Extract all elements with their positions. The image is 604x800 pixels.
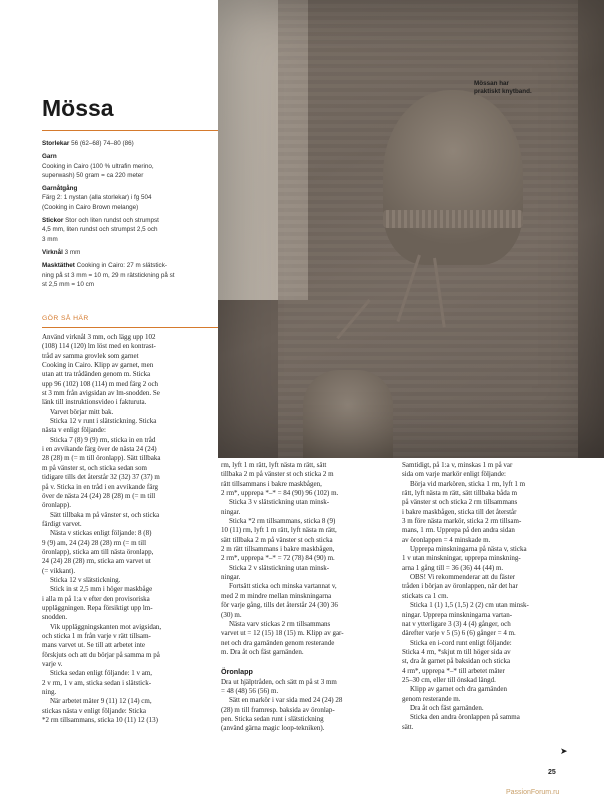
- page-title: Mössa: [42, 95, 114, 121]
- text-line: därefter varje v 5 (5) 6 (6) gånger = 4 m.: [402, 629, 516, 638]
- text-line: 2 rm*, upprepa *–* = 72 (78) 84 (90) m.: [221, 554, 335, 563]
- text-line: Nästa v stickas enligt följande: 8 (8): [50, 529, 152, 538]
- text-line: stickas nästa v enligt följande: Sticka: [42, 706, 147, 715]
- section-divider: [42, 327, 218, 328]
- text-line: stickats ca 1 cm.: [402, 591, 449, 600]
- text-line: = 48 (48) 56 (56) m.: [221, 686, 279, 695]
- page-number: 25: [548, 769, 556, 776]
- text-line: Sticka 12 v slätstickning.: [50, 575, 121, 584]
- text-line: arna 1 gång till = 36 (36) 44 (44) m.: [402, 563, 504, 572]
- text-line: sida om varje markör enligt följande:: [402, 470, 506, 479]
- text-line: När arbetet mäter 9 (11) 12 (14) cm,: [50, 697, 152, 706]
- text-line: tidigare tills det återstår 32 (32) 37 (37) m: [42, 473, 160, 482]
- text-line: Dra åt och fäst garnänden.: [410, 703, 484, 712]
- text-line: snodden.: [42, 613, 68, 622]
- text-line: Fortsätt sticka och minska vartannat v,: [229, 582, 337, 591]
- text-line: Sticka den andra öronlappen på samma: [410, 713, 520, 722]
- text-line: st, dra åt garnet på baksidan och sticka: [402, 657, 511, 666]
- text-line: nästa v enligt följande:: [42, 426, 106, 435]
- text-line: Varvet börjar mitt bak.: [50, 407, 114, 416]
- section-heading: GÖR SÅ HÄR: [42, 315, 89, 322]
- text-line: tillbaka 2 m på vänster st och sticka 2 m: [221, 470, 334, 479]
- text-line: varvet ut = 12 (15) 18 (15) m. Klipp av gar-: [221, 629, 344, 638]
- text-line: för varje gång, tills det återstår 24 (30) 36: [221, 601, 338, 610]
- text-line: 25–30 cm, eller till önskad längd.: [402, 675, 496, 684]
- text-line: 3 m före nästa markör, sticka 2 rm tillsam-: [402, 517, 522, 526]
- text-line: mans varvet ut. Se till att arbetet inte: [42, 641, 146, 650]
- text-line: och sticka 1 m från varje v rätt tillsam-: [42, 632, 151, 640]
- text-line: med 2 m mindre mellan minskningarna: [221, 591, 332, 600]
- info-yarn: Garn Cooking in Cairo (100 % ultrafin merino, superwash) 50 gram = ca 220 meter: [42, 153, 154, 179]
- text-line: 1 v utan minskningar, upprepa minskning-: [402, 554, 521, 563]
- text-line: 28 (28) m (= m till öronlapp). Sätt tillbaka: [42, 454, 161, 463]
- text-line: 24 (24) 28 (28) rm, sticka am varvet ut: [42, 557, 151, 566]
- text-line: varje v.: [42, 660, 63, 669]
- text-line: Sticka 4 rm, *skjut m till höger sida av: [402, 647, 511, 656]
- text-line: upp 96 (102) 108 (114) m med färg 2 och: [42, 379, 159, 388]
- text-line: Börja vid markören, sticka 1 rm, lyft 1 m: [410, 479, 526, 488]
- text-line: färdigt varvet.: [42, 519, 82, 528]
- text-line: i bakre maskbågen, sticka till det återstår: [402, 507, 517, 516]
- text-line: förskjuts och att du börjar på samma m på: [42, 650, 160, 659]
- text-line: utan att tra trådänden genom m. Sticka: [42, 370, 151, 379]
- text-line: OBS! Vi rekommenderar att du fäster: [410, 573, 516, 582]
- text-line: 2 v rm, 1 v am, sticka sedan i slätstick-: [42, 678, 152, 687]
- text-line: *2 rm tillsammans, sticka 10 (11) 12 (13): [42, 716, 158, 725]
- text-line: Nästa varv stickas 2 rm tillsammans: [229, 619, 331, 628]
- text-line: på vänster st och sticka 2 rm tillsammans: [402, 498, 518, 507]
- text-line: ningar.: [221, 573, 241, 582]
- text-line: i en avvikande färg över de nästa 24 (24): [42, 445, 157, 454]
- text-line: av öronlappen = 4 minskade m.: [402, 535, 491, 544]
- text-line: net och dra garnänden genom resterande: [221, 638, 335, 647]
- text-line: i alla m på 1:a v efter den provisoriska: [42, 594, 150, 603]
- text-line: tråden i början av öronlappen, när det har: [402, 582, 518, 591]
- text-line: (använd gärna magic loop-tekniken).: [221, 724, 325, 733]
- text-line: sätt tillbaka 2 m på vänster st och sticka: [221, 535, 333, 544]
- photo-caption: Mössan har praktiskt knytband.: [474, 80, 532, 95]
- text-line: över de nästa 24 (24) 28 (28) m (= m till: [42, 491, 156, 500]
- text-line: Sticka 2 v slätstickning utan minsk-: [229, 563, 330, 572]
- text-line: (108) 114 (120) lm löst med en kontrast-: [42, 342, 156, 351]
- info-sizes: Storlekar 56 (62–68) 74–80 (86): [42, 140, 134, 147]
- site-watermark: PassionForum.ru: [506, 789, 560, 796]
- text-line: Sätt tillbaka m på vänster st, och sticka: [50, 510, 160, 519]
- text-line: ning.: [42, 688, 57, 697]
- text-line: Vik uppläggningskanten mot avigsidan,: [50, 622, 162, 631]
- instructions-column-1: [42, 333, 218, 725]
- text-line: Sätt en markör i var sida med 24 (24) 28: [229, 696, 343, 705]
- info-yarn-amount: Garnåtgång Färg 2: 1 nystan (alla storlekar) i fg 504 (Cooking in Cairo Brown melange): [42, 185, 152, 211]
- text-line: Sticka sedan enligt följande: 1 v am,: [50, 669, 153, 678]
- text-line: länk till instruktionsvideo i fakturuta.: [42, 398, 147, 407]
- info-needles: Stickor Stor och liten rundst och strumpst 4,5 mm, liten rundst och strumpst 2,5 och 3 mm: [42, 217, 159, 243]
- text-line: Cooking in Cairo. Klipp av garnet, men: [42, 361, 154, 370]
- text-line: Samtidigt, på 1:a v, minskas 1 m på var: [402, 461, 513, 469]
- text-line: 2 m rätt tillsammans i bakre maskbågen,: [221, 545, 335, 554]
- text-line: Sticka 7 (8) 9 (9) rm, sticka in en tråd: [50, 435, 156, 444]
- title-divider: [42, 130, 218, 131]
- text-line: genom resterande m.: [402, 694, 461, 703]
- text-line: rätt tillsammans i bakre maskbågen,: [221, 479, 322, 488]
- text-line: Sticka en i-cord runt enligt följande:: [410, 638, 512, 647]
- text-line: (28) m till framresp. baksida av öronlap-: [221, 705, 335, 714]
- text-line: (= vikkant).: [42, 566, 76, 575]
- text-line: m. Dra åt och fäst garnänden.: [221, 647, 304, 656]
- info-crochet-hook: Virknål 3 mm: [42, 248, 81, 256]
- text-line: 2 rm*, upprepa *–* = 84 (90) 96 (102) m.: [221, 489, 339, 498]
- text-line: Dra ut hjälptråden, och sätt m på st 3 mm: [221, 677, 337, 686]
- text-line: Sticka 12 v runt i slätstickning. Sticka: [50, 417, 157, 426]
- text-line: öronlapp).: [42, 501, 71, 510]
- instructions-column-3: [402, 461, 574, 732]
- text-line: mans, 1 rm. Upprepa på den andra sidan: [402, 526, 515, 535]
- text-line: Klipp av garnet och dra garnänden: [410, 685, 507, 694]
- text-line: Sticka 1 (1) 1,5 (1,5) 2 (2) cm utan minsk-: [410, 601, 529, 610]
- instructions-column-2: [221, 461, 397, 734]
- text-line: Stick in st 2,5 mm i höger maskbåge: [50, 585, 153, 594]
- text-line: sätt.: [402, 722, 414, 731]
- text-line: m på vänster st, och sticka sedan som: [42, 463, 147, 472]
- subheading: Öronlapp: [221, 667, 253, 677]
- continue-arrow-icon: ➤: [560, 747, 568, 757]
- text-line: öronlapp), sticka am till nästa öronlapp,: [42, 547, 154, 556]
- text-line: rätt, lyft nästa m rätt, sätt tillbaka båda m: [402, 489, 518, 498]
- text-line: pen. Sticka sedan runt i slätstickning: [221, 714, 324, 723]
- text-line: uppläggningen. Repa försiktigt upp lm-: [42, 603, 153, 612]
- text-line: Sticka *2 rm tillsammans, sticka 8 (9): [229, 517, 336, 526]
- text-line: st 3 mm från avigsidan av lm-snodden. Se: [42, 389, 160, 398]
- pattern-info: [42, 139, 214, 293]
- text-line: 10 (11) rm, lyft 1 m rätt, lyft nästa m rätt,: [221, 526, 337, 535]
- text-line: Sticka 3 v slätstickning utan minsk-: [229, 498, 330, 507]
- text-line: Upprepa minskningarna på nästa v, sticka: [410, 545, 527, 554]
- text-line: (30) m.: [221, 610, 242, 619]
- info-gauge: Masktäthet Cooking in Cairo: 27 m slätstick- ning på st 3 mm = 10 m, 29 m rätstickning på st st 2,5 mm = 10 cm: [42, 262, 175, 288]
- text-line: på v. Sticka in en tråd i en avvikande färg: [42, 482, 159, 491]
- text-line: ningar.: [221, 507, 241, 516]
- knitted-hat-photo: [218, 0, 604, 458]
- text-line: ningar. Upprepa minskningarna vartan-: [402, 610, 513, 619]
- text-line: 4 rm*, upprepa *–* till arbetet mäter: [402, 666, 505, 675]
- text-line: nat v ytterligare 3 (3) 4 (4) gånger, och: [402, 619, 511, 628]
- text-line: Använd virknål 3 mm, och lägg upp 102: [42, 333, 156, 341]
- text-line: 9 (9) am, 24 (24) 28 (28) rm (= m till: [42, 538, 147, 547]
- text-line: tråd av samma grovlek som garnet: [42, 351, 139, 360]
- text-line: rm, lyft 1 m rätt, lyft nästa m rätt, sätt: [221, 461, 327, 469]
